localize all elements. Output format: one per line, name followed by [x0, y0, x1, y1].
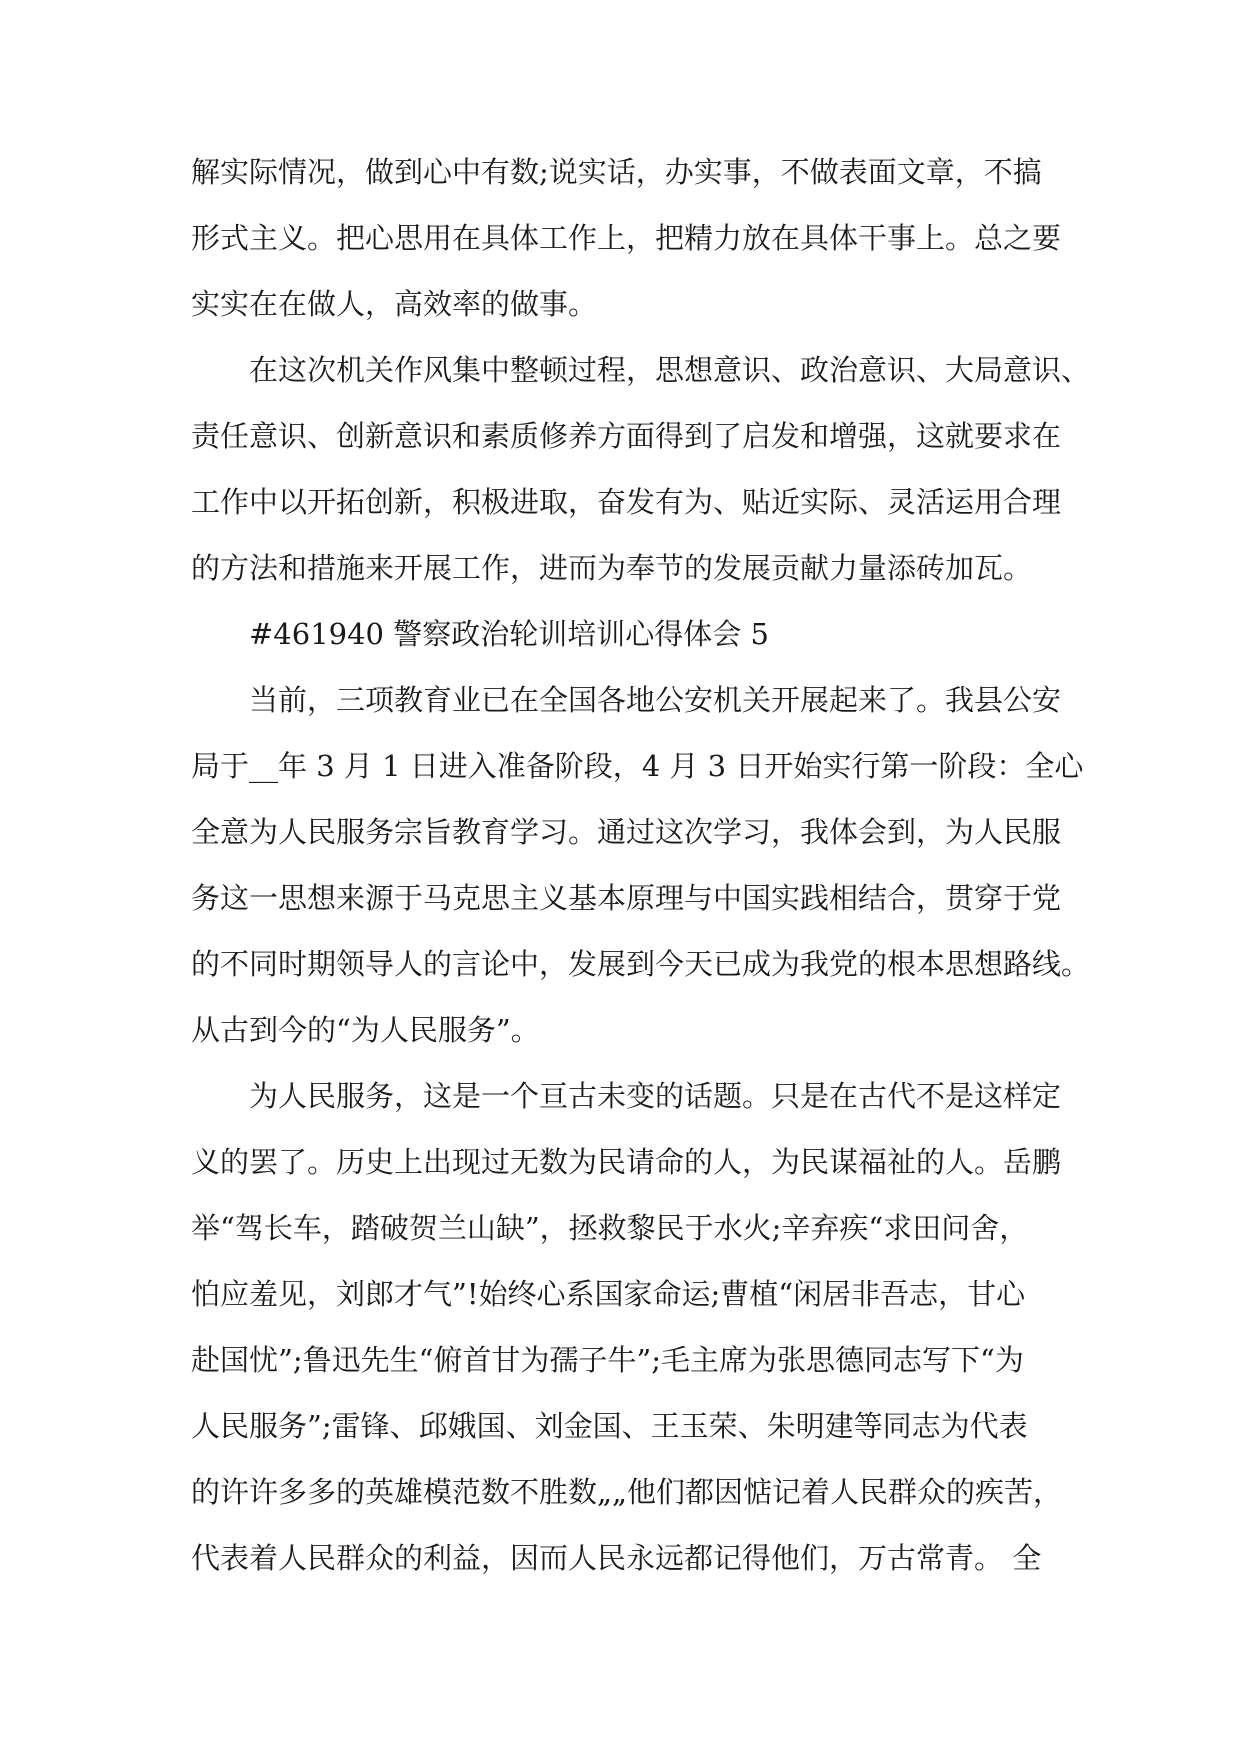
text-line: 怕应羞见，刘郎才气”!始终心系国家命运;曹植“闲居非吾志，甘心 [191, 1277, 1026, 1311]
text-line: 当前，三项教育业已在全国各地公安机关开展起来了。我县公安 [249, 683, 1062, 717]
text-line: 的方法和措施来开展工作，进而为奉节的发展贡献力量添砖加瓦。 [191, 551, 1033, 585]
text-line: 解实际情况，做到心中有数;说实话，办实事，不做表面文章，不搞 [191, 155, 1042, 189]
text-line: 的许许多多的英雄模范数不胜数„„他们都因惦记着人民群众的疾苦， [191, 1475, 1063, 1509]
text-line: 实实在在做人，高效率的做事。 [191, 287, 598, 321]
text-line: 赴国忧”;鲁迅先生“俯首甘为孺子牛”;毛主席为张思德同志写下“为 [191, 1343, 1024, 1377]
text-line: 的不同时期领导人的言论中，发展到今天已成为我党的根本思想路线。 [191, 947, 1091, 981]
text-line: #461940 警察政治轮训培训心得体会 5 [249, 617, 769, 651]
text-line: 工作中以开拓创新，积极进取，奋发有为、贴近实际、灵活运用合理 [191, 485, 1062, 519]
document-body [191, 139, 1091, 1591]
text-line: 形式主义。把心思用在具体工作上，把精力放在具体干事上。总之要 [191, 221, 1062, 255]
text-line: 在这次机关作风集中整顿过程，思想意识、政治意识、大局意识、 [249, 353, 1091, 387]
text-line: 责任意识、创新意识和素质修养方面得到了启发和增强，这就要求在 [191, 419, 1062, 453]
text-line: 义的罢了。历史上出现过无数为民请命的人，为民谋福祉的人。岳鹏 [191, 1145, 1062, 1179]
text-line: 为人民服务，这是一个亘古未变的话题。只是在古代不是这样定 [249, 1079, 1062, 1113]
text-line: 从古到今的“为人民服务”。 [191, 1013, 540, 1047]
text-line: 代表着人民群众的利益，因而人民永远都记得他们，万古常青。 全 [191, 1541, 1042, 1575]
text-line: 局于__年 3 月 1 日进入准备阶段，4 月 3 日开始实行第一阶段：全心 [191, 749, 1084, 783]
text-line: 举“驾长车，踏破贺兰山缺”，拯救黎民于水火;辛弃疾“求田问舍， [191, 1211, 1029, 1245]
text-line: 人民服务”;雷锋、邱娥国、刘金国、王玉荣、朱明建等同志为代表 [191, 1409, 1028, 1443]
text-line: 务这一思想来源于马克思主义基本原理与中国实践相结合，贯穿于党 [191, 881, 1062, 915]
text-line: 全意为人民服务宗旨教育学习。通过这次学习，我体会到，为人民服 [191, 815, 1062, 849]
